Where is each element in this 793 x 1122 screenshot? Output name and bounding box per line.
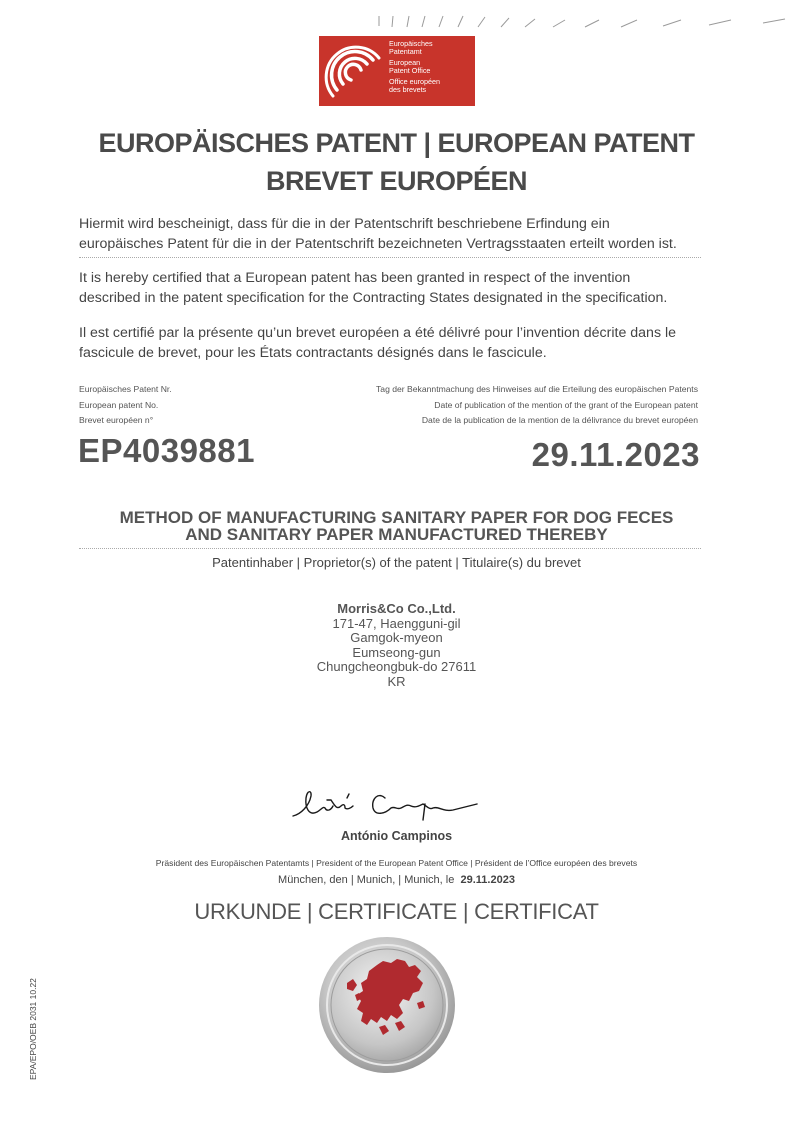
proprietor-label: Patentinhaber | Proprietor(s) of the patent | Titulaire(s) du brevet — [212, 555, 581, 570]
proprietor-address-line: 171-47, Haengguni-gil — [332, 615, 461, 631]
page-title: EUROPÄISCHES PATENT | EUROPEAN PATENT — [98, 128, 695, 158]
signatory-title: Präsident des Europäischen Patentamts | President of the European Patent Office | Président de l’Office européen des brevets — [155, 858, 638, 868]
divider — [79, 548, 701, 549]
divider — [79, 257, 701, 258]
epo-logo-text: Europäisches Patentamt European Patent Office Office européen des brevets — [389, 39, 441, 94]
page-subtitle: BREVET EUROPÉEN — [265, 166, 528, 196]
statement-en: It is hereby certified that a European patent has been granted in respect of the invention described in the patent specification for the Contracting States designated in the specification. — [79, 270, 668, 306]
signatory-name: António Campinos — [340, 829, 453, 843]
proprietor-address-line: KR — [387, 673, 406, 689]
proprietor-address-line: Eumseong-gun — [352, 644, 441, 660]
form-code: EPA/EPO/OEB 2031 10.22 — [28, 978, 38, 1080]
invention-title: METHOD OF MANUFACTURING SANITARY PAPER FOR DOG FECES AND SANITARY PAPER MANUFACTURED THEREBY — [119, 508, 674, 544]
proprietor-address-line: Gamgok-myeon — [350, 630, 443, 645]
patent-number: EP4039881 — [78, 432, 255, 469]
europe-seal-icon — [317, 935, 457, 1075]
signature — [287, 776, 487, 832]
epo-logo — [319, 36, 475, 106]
certificate-heading: URKUNDE | CERTIFICATE | CERTIFICAT — [194, 899, 599, 924]
publication-date-label: Tag der Bekanntmachung des Hinweises auf die Erteilung des europäischen Patents Date of publication of the mention of the grant of the European patent Date de la publication de la mention de la délivrance du brevet européen — [376, 384, 698, 425]
proprietor-block — [0, 602, 793, 689]
epo-logo-mark-icon — [323, 40, 385, 102]
proprietor-address-line: Chungcheongbuk-do 27611 — [316, 659, 477, 674]
patent-number-label: Europäisches Patent Nr. European patent No. Brevet européen n° — [79, 384, 172, 425]
statement-de: Hiermit wird bescheinigt, dass für die in der Patentschrift beschriebene Erfindung ein europäisches Patent für die in der Patentschrift bezeichneten Vertragsstaaten erteilt worden ist. — [79, 216, 677, 252]
place-date-line: München, den | Munich, | Munich, le 29.11.2023 — [278, 874, 515, 886]
publication-date: 29.11.2023 — [531, 436, 700, 473]
proprietor-name: Morris&Co Co.,Ltd. — [337, 601, 456, 616]
statement-fr: Il est certifié par la présente qu’un brevet européen a été délivré pour l’invention décrite dans le fascicule de brevet, pour les États contractants désignés dans le fascicule. — [79, 325, 677, 361]
